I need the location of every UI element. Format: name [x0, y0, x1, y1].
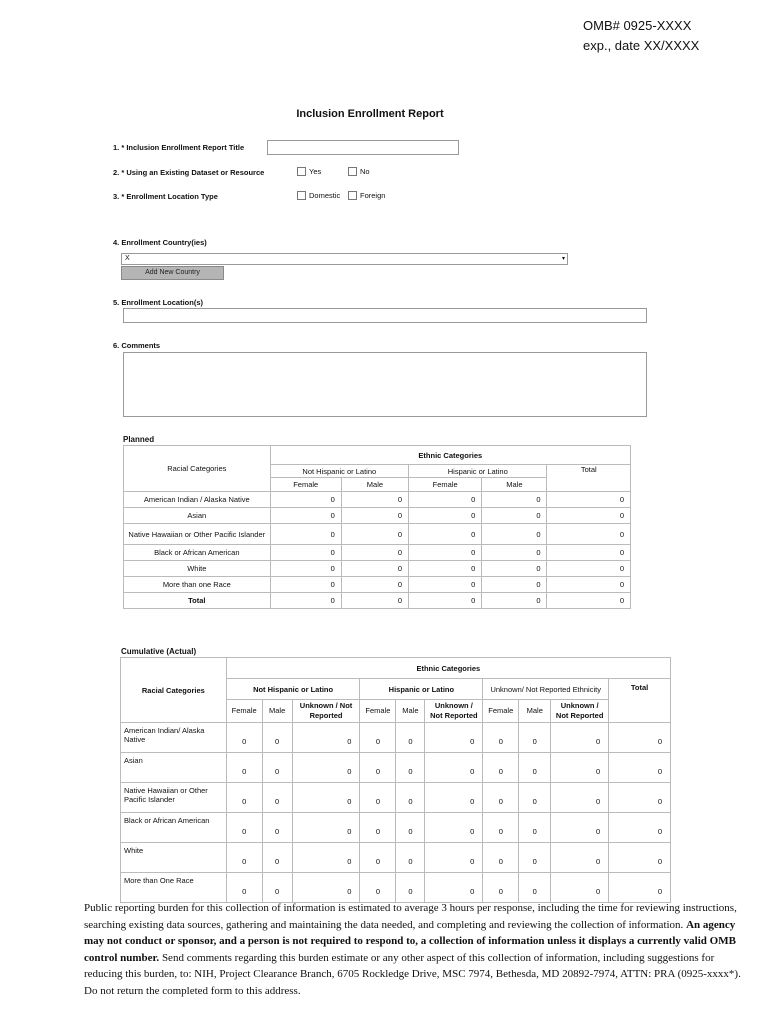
cumulative-cell[interactable]: 0: [292, 723, 360, 753]
cumulative-cell[interactable]: 0: [483, 873, 519, 903]
q6-label: 6. Comments: [113, 341, 161, 350]
planned-row: [124, 524, 631, 545]
cumulative-cell[interactable]: 0: [396, 723, 425, 753]
planned-cell[interactable]: 0: [270, 545, 341, 561]
comments-textarea[interactable]: [123, 352, 647, 417]
planned-cell[interactable]: 0: [341, 561, 408, 577]
cumulative-sub: Male: [262, 700, 292, 723]
cumulative-group: Not Hispanic or Latino: [226, 679, 360, 700]
cumulative-cell[interactable]: 0: [425, 753, 483, 783]
foreign-label: Foreign: [360, 191, 386, 200]
cumulative-cell[interactable]: 0: [519, 873, 551, 903]
planned-cell[interactable]: 0: [341, 508, 408, 524]
cumulative-cell[interactable]: 0: [551, 813, 609, 843]
cumulative-cell[interactable]: 0: [519, 753, 551, 783]
planned-cell[interactable]: 0: [547, 593, 631, 609]
q2-label: 2. * Using an Existing Dataset or Resource: [113, 168, 265, 177]
planned-cell[interactable]: 0: [270, 577, 341, 593]
cumulative-cell[interactable]: 0: [396, 813, 425, 843]
cumulative-cell[interactable]: 0: [292, 843, 360, 873]
planned-cell[interactable]: 0: [341, 492, 408, 508]
cumulative-cell[interactable]: 0: [425, 873, 483, 903]
cumulative-cell[interactable]: 0: [360, 753, 396, 783]
cumulative-cell[interactable]: 0: [262, 783, 292, 813]
domestic-label: Domestic: [309, 191, 341, 200]
cumulative-cell[interactable]: 0: [226, 873, 262, 903]
planned-cell[interactable]: 0: [270, 508, 341, 524]
foreign-checkbox[interactable]: [348, 191, 357, 200]
cumulative-sub: Male: [519, 700, 551, 723]
planned-cell[interactable]: 0: [270, 593, 341, 609]
cumulative-cell[interactable]: 0: [483, 723, 519, 753]
cumulative-cell[interactable]: 0: [609, 723, 671, 753]
cumulative-group: Total: [609, 679, 671, 723]
planned-group: Total: [547, 465, 631, 492]
cumulative-row: [121, 873, 671, 903]
planned-row: [124, 492, 631, 508]
q5-label: 5. Enrollment Location(s): [113, 298, 204, 307]
omb-header: [583, 16, 699, 56]
cumulative-cell[interactable]: 0: [609, 753, 671, 783]
planned-cell[interactable]: 0: [270, 492, 341, 508]
cumulative-cell[interactable]: 0: [551, 753, 609, 783]
cumulative-row: [121, 783, 671, 813]
planned-cell[interactable]: 0: [409, 593, 482, 609]
cumulative-row-label: Asian: [121, 753, 227, 783]
cumulative-row-label: Native Hawaiian or Other Pacific Islander: [121, 783, 227, 813]
planned-cell[interactable]: 0: [409, 508, 482, 524]
planned-cell[interactable]: 0: [409, 492, 482, 508]
cumulative-sub: Unknown / Not Reported: [292, 700, 360, 723]
planned-row: [124, 508, 631, 524]
q1-label: 1. * Inclusion Enrollment Report Title: [113, 143, 245, 152]
cumulative-row: [121, 723, 671, 753]
burden-text-1: Public reporting burden for this collection of information is estimated to average 3 hours per response, including the time for reviewing instructions, searching existing data sources, gathering and maintaining the data needed, and completing and reviewing the collection of information.: [84, 902, 737, 931]
cumulative-cell[interactable]: 0: [262, 813, 292, 843]
country-value: X: [125, 255, 130, 262]
cumulative-cell[interactable]: 0: [396, 753, 425, 783]
cumulative-cell[interactable]: 0: [360, 723, 396, 753]
cumulative-cell[interactable]: 0: [519, 723, 551, 753]
planned-cell[interactable]: 0: [482, 593, 547, 609]
planned-cell[interactable]: 0: [482, 508, 547, 524]
planned-row: [124, 577, 631, 593]
planned-cell[interactable]: 0: [341, 524, 408, 545]
cumulative-row: [121, 753, 671, 783]
planned-cell[interactable]: 0: [482, 524, 547, 545]
planned-ethnic-header: Ethnic Categories: [270, 446, 630, 465]
planned-cell[interactable]: 0: [547, 545, 631, 561]
cumulative-sub: Unknown / Not Reported: [425, 700, 483, 723]
cumulative-cell[interactable]: 0: [519, 783, 551, 813]
planned-cell[interactable]: 0: [270, 561, 341, 577]
planned-cell[interactable]: 0: [341, 577, 408, 593]
cumulative-sub: Unknown / Not Reported: [551, 700, 609, 723]
q3-label: 3. * Enrollment Location Type: [113, 192, 218, 201]
cumulative-cell[interactable]: 0: [226, 723, 262, 753]
cumulative-table: [120, 657, 671, 903]
planned-row: [124, 593, 631, 609]
cumulative-ethnic-header: Ethnic Categories: [226, 658, 670, 679]
cumulative-cell[interactable]: 0: [360, 873, 396, 903]
cumulative-cell[interactable]: 0: [551, 723, 609, 753]
planned-cell[interactable]: 0: [409, 545, 482, 561]
cumulative-cell[interactable]: 0: [551, 873, 609, 903]
planned-cell[interactable]: 0: [547, 492, 631, 508]
planned-cell[interactable]: 0: [409, 577, 482, 593]
planned-row-label: More than one Race: [124, 577, 271, 593]
page-title: Inclusion Enrollment Report: [296, 108, 444, 120]
cumulative-cell[interactable]: 0: [551, 783, 609, 813]
omb-number: OMB# 0925-XXXX: [583, 18, 692, 33]
no-checkbox[interactable]: [348, 167, 357, 176]
cumulative-row-label: American Indian/ Alaska Native: [121, 723, 227, 753]
chevron-down-icon[interactable]: ▾: [561, 256, 565, 262]
planned-cell[interactable]: 0: [482, 561, 547, 577]
burden-statement: [84, 900, 754, 999]
planned-sub: Female: [270, 478, 341, 492]
cumulative-cell[interactable]: 0: [262, 723, 292, 753]
planned-cell[interactable]: 0: [547, 508, 631, 524]
cumulative-row-label: Black or African American: [121, 813, 227, 843]
cumulative-sub: Female: [483, 700, 519, 723]
cumulative-label: Cumulative (Actual): [121, 647, 197, 656]
cumulative-sub: Male: [396, 700, 425, 723]
planned-sub: Female: [409, 478, 482, 492]
planned-row-label: Total: [124, 593, 271, 609]
cumulative-cell[interactable]: 0: [483, 753, 519, 783]
cumulative-row: [121, 843, 671, 873]
cumulative-cell[interactable]: 0: [226, 843, 262, 873]
planned-cell[interactable]: 0: [482, 545, 547, 561]
cumulative-cell[interactable]: 0: [425, 783, 483, 813]
planned-row-label: Black or African American: [124, 545, 271, 561]
cumulative-cell[interactable]: 0: [483, 783, 519, 813]
cumulative-cell[interactable]: 0: [396, 873, 425, 903]
planned-sub: Male: [482, 478, 547, 492]
cumulative-cell[interactable]: 0: [292, 783, 360, 813]
cumulative-cell[interactable]: 0: [396, 843, 425, 873]
cumulative-cell[interactable]: 0: [609, 873, 671, 903]
planned-cell[interactable]: 0: [482, 577, 547, 593]
add-country-button[interactable]: Add New Country: [121, 266, 224, 280]
q3-foreign-option[interactable]: [348, 191, 385, 200]
cumulative-sub: Female: [360, 700, 396, 723]
q2-yes-option[interactable]: [297, 167, 321, 176]
planned-cell[interactable]: 0: [409, 524, 482, 545]
burden-text-2: Send comments regarding this burden estimate or any other aspect of this collection of information, including suggestions for reducing this burden, to: NIH, Project Clearance Branch, 6705 Rockledge Drive, MSC 7974, Bethesda, MD 20892-7974, ATTN: PRA (0925-xxxx*). Do not return the completed form to this address.: [84, 951, 741, 997]
planned-cell[interactable]: 0: [341, 545, 408, 561]
cumulative-cell[interactable]: 0: [425, 843, 483, 873]
planned-sub: Male: [341, 478, 408, 492]
planned-cell[interactable]: 0: [547, 561, 631, 577]
planned-cell[interactable]: 0: [409, 561, 482, 577]
yes-checkbox[interactable]: [297, 167, 306, 176]
planned-row-label: White: [124, 561, 271, 577]
planned-racial-header: Racial Categories: [124, 446, 271, 492]
cumulative-cell[interactable]: 0: [425, 813, 483, 843]
q2-no-option[interactable]: [348, 167, 370, 176]
planned-row-label: American Indian / Alaska Native: [124, 492, 271, 508]
cumulative-cell[interactable]: 0: [609, 783, 671, 813]
planned-row: [124, 561, 631, 577]
cumulative-sub: Female: [226, 700, 262, 723]
cumulative-cell[interactable]: 0: [262, 873, 292, 903]
cumulative-cell[interactable]: 0: [519, 843, 551, 873]
planned-group: Not Hispanic or Latino: [270, 465, 408, 478]
omb-expiry: exp., date XX/XXXX: [583, 38, 700, 53]
planned-group: Hispanic or Latino: [409, 465, 547, 478]
planned-row: [124, 545, 631, 561]
cumulative-cell[interactable]: 0: [483, 813, 519, 843]
cumulative-cell[interactable]: 0: [396, 783, 425, 813]
cumulative-row-label: White: [121, 843, 227, 873]
cumulative-cell[interactable]: 0: [226, 783, 262, 813]
cumulative-group: Hispanic or Latino: [360, 679, 483, 700]
planned-cell[interactable]: 0: [341, 593, 408, 609]
burden-text-bold: An agency may not conduct or sponsor, and a person is not required to respond to, a collection of information unless it displays a currently valid OMB control number.: [84, 918, 736, 964]
cumulative-cell[interactable]: 0: [551, 843, 609, 873]
cumulative-cell[interactable]: 0: [262, 753, 292, 783]
cumulative-cell[interactable]: 0: [609, 843, 671, 873]
cumulative-row-label: More than One Race: [121, 873, 227, 903]
planned-row-label: Asian: [124, 508, 271, 524]
yes-label: Yes: [309, 167, 322, 176]
country-select[interactable]: [121, 253, 568, 265]
report-title-input[interactable]: [267, 140, 459, 155]
cumulative-row: [121, 813, 671, 843]
cumulative-cell[interactable]: 0: [360, 813, 396, 843]
cumulative-cell[interactable]: 0: [609, 813, 671, 843]
planned-label: Planned: [123, 435, 155, 444]
q3-domestic-option[interactable]: [297, 191, 340, 200]
cumulative-cell[interactable]: 0: [262, 843, 292, 873]
cumulative-cell[interactable]: 0: [483, 843, 519, 873]
planned-cell[interactable]: 0: [547, 524, 631, 545]
planned-cell[interactable]: 0: [482, 492, 547, 508]
cumulative-cell[interactable]: 0: [360, 783, 396, 813]
cumulative-cell[interactable]: 0: [292, 873, 360, 903]
q4-label: 4. Enrollment Country(ies): [113, 238, 207, 247]
planned-cell[interactable]: 0: [270, 524, 341, 545]
cumulative-cell[interactable]: 0: [519, 813, 551, 843]
cumulative-racial-header: Racial Categories: [121, 658, 227, 723]
enrollment-location-input[interactable]: [123, 308, 647, 323]
cumulative-cell[interactable]: 0: [360, 843, 396, 873]
cumulative-cell[interactable]: 0: [226, 753, 262, 783]
domestic-checkbox[interactable]: [297, 191, 306, 200]
cumulative-group: Unknown/ Not Reported Ethnicity: [483, 679, 609, 700]
cumulative-cell[interactable]: 0: [425, 723, 483, 753]
planned-table: [123, 445, 631, 609]
no-label: No: [360, 167, 370, 176]
cumulative-cell[interactable]: 0: [292, 753, 360, 783]
planned-row-label: Native Hawaiian or Other Pacific Islander: [124, 524, 271, 545]
cumulative-cell[interactable]: 0: [226, 813, 262, 843]
planned-cell[interactable]: 0: [547, 577, 631, 593]
cumulative-cell[interactable]: 0: [292, 813, 360, 843]
